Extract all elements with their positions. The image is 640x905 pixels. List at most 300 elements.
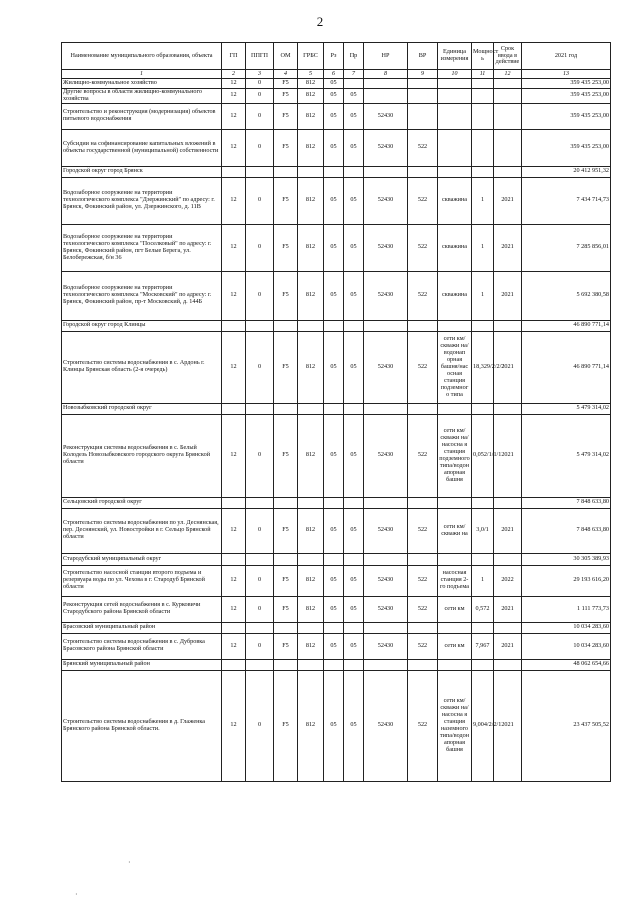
row-om: F5 (274, 331, 298, 403)
row-rz: 05 (324, 633, 344, 659)
row-grbs: 812 (298, 331, 324, 403)
row-gp: 12 (222, 271, 246, 320)
row-om (274, 553, 298, 565)
budget-table (61, 42, 611, 782)
row-amount: 359 435 253,00 (522, 103, 611, 129)
row-rz: 05 (324, 670, 344, 781)
row-grbs: 812 (298, 224, 324, 271)
row-ppgp: 0 (246, 224, 274, 271)
row-pr: 05 (344, 596, 364, 622)
row-rz (324, 622, 344, 633)
row-unit: сети км (438, 633, 472, 659)
row-pr: 05 (344, 89, 364, 104)
row-name: Строительство и реконструкция (модернизация) объектов питьевого водоснабжения (62, 103, 222, 129)
row-name: Новозыбковский городской округ (62, 403, 222, 414)
table-row (62, 320, 611, 331)
table-row (62, 622, 611, 633)
row-pr: 05 (344, 129, 364, 166)
row-gp: 12 (222, 129, 246, 166)
row-rz (324, 553, 344, 565)
row-unit (438, 320, 472, 331)
row-rz (324, 403, 344, 414)
table-row (62, 271, 611, 320)
row-nr (364, 403, 408, 414)
col-number: 5 (298, 70, 324, 79)
row-power (472, 129, 494, 166)
row-vr: 522 (408, 414, 438, 497)
row-name: Брасовский муниципальный район (62, 622, 222, 633)
row-nr: 52430 (364, 414, 408, 497)
row-rz (324, 659, 344, 670)
table-row (62, 414, 611, 497)
row-unit (438, 659, 472, 670)
header-ppgp: ППГП (246, 43, 274, 70)
table-row (62, 659, 611, 670)
row-name: Строительство системы водоснабжения в с. Дубровка Брасовского района Брянской области (62, 633, 222, 659)
row-unit: сети км/скважи на/водонап орная башня/нас осная станция подземног о типа (438, 331, 472, 403)
row-rz (324, 497, 344, 508)
row-year: 2021 (494, 414, 522, 497)
row-pr (344, 166, 364, 177)
col-number: 7 (344, 70, 364, 79)
row-ppgp: 0 (246, 271, 274, 320)
row-rz (324, 166, 344, 177)
row-pr: 05 (344, 177, 364, 224)
row-amount: 10 034 283,60 (522, 622, 611, 633)
row-vr (408, 89, 438, 104)
row-gp: 12 (222, 670, 246, 781)
row-om: F5 (274, 596, 298, 622)
row-name: Реконструкция сетей водоснабжения в с. Курковичи Стародубского района Брянской области (62, 596, 222, 622)
row-vr: 522 (408, 224, 438, 271)
row-om: F5 (274, 670, 298, 781)
row-power (472, 622, 494, 633)
header-grbs: ГРБС (298, 43, 324, 70)
row-unit (438, 553, 472, 565)
row-gp (222, 622, 246, 633)
row-pr: 05 (344, 670, 364, 781)
row-unit (438, 497, 472, 508)
row-om (274, 166, 298, 177)
row-vr (408, 403, 438, 414)
row-pr (344, 622, 364, 633)
row-power (472, 659, 494, 670)
row-grbs (298, 497, 324, 508)
row-om (274, 659, 298, 670)
row-grbs (298, 166, 324, 177)
row-year (494, 129, 522, 166)
row-gp: 12 (222, 508, 246, 553)
table-body (62, 79, 611, 782)
row-om: F5 (274, 79, 298, 89)
row-rz: 05 (324, 129, 344, 166)
table-row (62, 331, 611, 403)
row-om: F5 (274, 103, 298, 129)
row-unit (438, 103, 472, 129)
row-year: 2021 (494, 508, 522, 553)
row-power: 0,572 (472, 596, 494, 622)
row-amount: 30 305 389,93 (522, 553, 611, 565)
row-nr (364, 497, 408, 508)
row-gp: 12 (222, 177, 246, 224)
col-number: 1 (62, 70, 222, 79)
row-name: Строительство системы водоснабжения по ул. Деснянская, пер. Деснянский, ул. Новостройки в г. Сельцо Брянской области (62, 508, 222, 553)
row-power (472, 553, 494, 565)
row-unit (438, 79, 472, 89)
row-vr: 522 (408, 177, 438, 224)
row-unit: сети км (438, 596, 472, 622)
row-grbs: 812 (298, 565, 324, 596)
row-year (494, 553, 522, 565)
col-number: 3 (246, 70, 274, 79)
row-pr: 05 (344, 103, 364, 129)
row-name: Водозаборное сооружение на территории технологического комплекса "Поселковый" по адресу: г. Брянск, Фокинский район, пгт Белые Берега, ул. Белобережская, б/н 36 (62, 224, 222, 271)
row-gp (222, 659, 246, 670)
row-unit: насосная станция 2-го подъема (438, 565, 472, 596)
row-gp (222, 320, 246, 331)
row-gp (222, 403, 246, 414)
row-name: Городской округ город Клинцы (62, 320, 222, 331)
row-gp: 12 (222, 596, 246, 622)
row-pr (344, 320, 364, 331)
row-ppgp: 0 (246, 79, 274, 89)
row-amount: 29 193 616,20 (522, 565, 611, 596)
header-pr: Пр (344, 43, 364, 70)
row-nr: 52430 (364, 670, 408, 781)
row-year: 2021 (494, 271, 522, 320)
row-power: 1 (472, 565, 494, 596)
row-nr: 52430 (364, 331, 408, 403)
row-year (494, 403, 522, 414)
row-amount: 20 412 951,32 (522, 166, 611, 177)
row-unit: сети км/скважи на (438, 508, 472, 553)
row-om (274, 320, 298, 331)
col-number: 13 (522, 70, 611, 79)
table-row (62, 565, 611, 596)
row-grbs: 812 (298, 670, 324, 781)
row-power (472, 89, 494, 104)
table-row (62, 508, 611, 553)
row-amount: 7 434 714,73 (522, 177, 611, 224)
row-vr (408, 553, 438, 565)
row-ppgp: 0 (246, 670, 274, 781)
table-row (62, 633, 611, 659)
col-number: 10 (438, 70, 472, 79)
row-ppgp (246, 553, 274, 565)
row-grbs: 812 (298, 177, 324, 224)
row-year (494, 622, 522, 633)
row-power: 1 (472, 224, 494, 271)
row-name: Стародубский муниципальный округ (62, 553, 222, 565)
row-ppgp: 0 (246, 508, 274, 553)
col-number: 11 (472, 70, 494, 79)
row-vr: 522 (408, 596, 438, 622)
row-vr (408, 320, 438, 331)
row-gp (222, 166, 246, 177)
row-rz: 05 (324, 596, 344, 622)
row-grbs (298, 622, 324, 633)
row-gp: 12 (222, 331, 246, 403)
row-ppgp (246, 659, 274, 670)
table-row (62, 129, 611, 166)
row-pr (344, 79, 364, 89)
col-number: 4 (274, 70, 298, 79)
row-power: 3,0/1 (472, 508, 494, 553)
row-om: F5 (274, 129, 298, 166)
row-name: Брянский муниципальный район (62, 659, 222, 670)
header-unit: Единица измерения (438, 43, 472, 70)
row-om: F5 (274, 224, 298, 271)
row-pr: 05 (344, 508, 364, 553)
row-pr: 05 (344, 331, 364, 403)
row-amount: 5 692 380,58 (522, 271, 611, 320)
row-nr (364, 622, 408, 633)
row-grbs: 812 (298, 508, 324, 553)
row-om: F5 (274, 177, 298, 224)
row-power: 9,004/2/2/1 (472, 670, 494, 781)
row-nr: 52430 (364, 224, 408, 271)
row-year: 2021 (494, 224, 522, 271)
row-name: Водозаборное сооружение на территории технологического комплекса "Московский" по адресу: г. Брянск, Фокинский район, пр-т Московский, д. 144Б (62, 271, 222, 320)
row-pr: 05 (344, 565, 364, 596)
row-power: 1 (472, 271, 494, 320)
row-nr (364, 320, 408, 331)
row-vr: 522 (408, 670, 438, 781)
row-power: 7,967 (472, 633, 494, 659)
row-nr: 52430 (364, 129, 408, 166)
row-om: F5 (274, 89, 298, 104)
row-power (472, 166, 494, 177)
row-amount: 7 848 633,80 (522, 508, 611, 553)
table-row (62, 177, 611, 224)
row-grbs (298, 553, 324, 565)
row-unit (438, 403, 472, 414)
table-row (62, 403, 611, 414)
row-rz (324, 320, 344, 331)
row-unit (438, 622, 472, 633)
row-grbs: 812 (298, 129, 324, 166)
row-ppgp: 0 (246, 89, 274, 104)
row-nr: 52430 (364, 565, 408, 596)
row-year (494, 79, 522, 89)
row-om: F5 (274, 508, 298, 553)
row-nr: 52430 (364, 596, 408, 622)
row-om (274, 622, 298, 633)
row-pr (344, 497, 364, 508)
row-nr (364, 553, 408, 565)
table-row (62, 497, 611, 508)
row-gp: 12 (222, 565, 246, 596)
row-amount: 5 479 314,02 (522, 403, 611, 414)
table-row (62, 670, 611, 781)
row-rz: 05 (324, 508, 344, 553)
row-gp: 12 (222, 224, 246, 271)
row-name: Строительство системы водоснабжения в д. Глаженка Брянского района Брянской области. (62, 670, 222, 781)
row-rz: 05 (324, 177, 344, 224)
row-unit: скважина (438, 224, 472, 271)
row-year (494, 497, 522, 508)
row-amount: 46 890 771,14 (522, 331, 611, 403)
row-grbs (298, 659, 324, 670)
row-nr: 52430 (364, 633, 408, 659)
row-gp (222, 497, 246, 508)
row-name: Реконструкция системы водоснабжения в с. Белый Колодезь Новозыбковского городского округа Брянской области (62, 414, 222, 497)
row-grbs: 812 (298, 414, 324, 497)
row-vr: 522 (408, 331, 438, 403)
row-amount: 1 111 773,73 (522, 596, 611, 622)
row-nr (364, 89, 408, 104)
header-amount: 2021 год (522, 43, 611, 70)
row-rz: 05 (324, 224, 344, 271)
row-grbs: 812 (298, 89, 324, 104)
col-number: 9 (408, 70, 438, 79)
header-rz: Рз (324, 43, 344, 70)
row-ppgp: 0 (246, 414, 274, 497)
row-ppgp (246, 403, 274, 414)
col-number: 2 (222, 70, 246, 79)
row-year: 2021 (494, 633, 522, 659)
row-vr: 522 (408, 271, 438, 320)
row-power (472, 103, 494, 129)
row-year: 2021 (494, 596, 522, 622)
row-gp: 12 (222, 79, 246, 89)
col-number: 6 (324, 70, 344, 79)
row-year (494, 320, 522, 331)
row-year (494, 166, 522, 177)
header-vr: ВР (408, 43, 438, 70)
row-vr: 522 (408, 508, 438, 553)
row-amount: 7 848 633,80 (522, 497, 611, 508)
header-year: Срок ввода в действие (494, 43, 522, 70)
row-grbs: 812 (298, 271, 324, 320)
table-row (62, 103, 611, 129)
row-ppgp: 0 (246, 177, 274, 224)
row-om (274, 497, 298, 508)
row-amount: 7 285 856,01 (522, 224, 611, 271)
row-power (472, 497, 494, 508)
row-unit: скважина (438, 271, 472, 320)
row-power: 0,052/1/1/1 (472, 414, 494, 497)
row-grbs: 812 (298, 596, 324, 622)
row-ppgp: 0 (246, 565, 274, 596)
row-ppgp (246, 497, 274, 508)
row-unit (438, 166, 472, 177)
row-year: 2021 (494, 331, 522, 403)
row-year (494, 103, 522, 129)
row-power (472, 320, 494, 331)
row-year (494, 659, 522, 670)
header-nr: НР (364, 43, 408, 70)
row-grbs: 812 (298, 103, 324, 129)
row-pr: 05 (344, 224, 364, 271)
row-year: 2021 (494, 177, 522, 224)
row-vr (408, 659, 438, 670)
row-om: F5 (274, 565, 298, 596)
row-unit: сети км/скважи на/насосна я станция подземного типа/водон апорная башня (438, 414, 472, 497)
row-power (472, 403, 494, 414)
row-nr (364, 659, 408, 670)
table-row (62, 596, 611, 622)
row-rz: 05 (324, 414, 344, 497)
row-ppgp: 0 (246, 331, 274, 403)
row-pr: 05 (344, 633, 364, 659)
row-ppgp: 0 (246, 633, 274, 659)
row-amount: 5 479 314,02 (522, 414, 611, 497)
row-pr (344, 659, 364, 670)
row-amount: 359 435 253,00 (522, 89, 611, 104)
row-ppgp: 0 (246, 129, 274, 166)
row-unit: скважина (438, 177, 472, 224)
row-nr: 52430 (364, 271, 408, 320)
row-nr: 52430 (364, 103, 408, 129)
row-year (494, 89, 522, 104)
row-om: F5 (274, 271, 298, 320)
row-nr (364, 166, 408, 177)
row-gp: 12 (222, 103, 246, 129)
row-om (274, 403, 298, 414)
table-row (62, 224, 611, 271)
row-gp: 12 (222, 89, 246, 104)
col-number: 12 (494, 70, 522, 79)
col-number: 8 (364, 70, 408, 79)
table-row (62, 79, 611, 89)
row-vr (408, 497, 438, 508)
row-amount: 48 062 654,66 (522, 659, 611, 670)
row-gp: 12 (222, 633, 246, 659)
row-name: Строительство системы водоснабжения в с. Ардонь г. Клинцы Брянская область (2-я очередь) (62, 331, 222, 403)
row-rz: 05 (324, 79, 344, 89)
row-pr (344, 403, 364, 414)
row-ppgp: 0 (246, 596, 274, 622)
table-row (62, 89, 611, 104)
row-om: F5 (274, 633, 298, 659)
row-name: Другие вопросы в области жилищно-коммунального хозяйства (62, 89, 222, 104)
row-power: 18,329/2/2/2 (472, 331, 494, 403)
table-row (62, 553, 611, 565)
row-ppgp (246, 622, 274, 633)
header-power: Мощност ь (472, 43, 494, 70)
row-unit (438, 89, 472, 104)
row-name: Жилищно-коммунальное хозяйство (62, 79, 222, 89)
row-pr: 05 (344, 414, 364, 497)
row-name: Городской округ город Брянск (62, 166, 222, 177)
header-om: ОМ (274, 43, 298, 70)
row-rz: 05 (324, 271, 344, 320)
row-amount: 359 435 253,00 (522, 79, 611, 89)
row-grbs: 812 (298, 633, 324, 659)
row-ppgp: 0 (246, 103, 274, 129)
row-nr: 52430 (364, 508, 408, 553)
row-pr: 05 (344, 271, 364, 320)
page-number: 2 (316, 14, 324, 29)
row-vr (408, 79, 438, 89)
row-rz: 05 (324, 89, 344, 104)
row-name: Водозаборное сооружение на территории технологического комплекса "Дзержинский" по адресу: г. Брянск, Фокинский район, ул. Дзержинского, д. 11В (62, 177, 222, 224)
row-name: Субсидии на софинансирование капитальных вложений в объекты государственной (муниципальной) собственности (62, 129, 222, 166)
row-amount: 23 437 505,52 (522, 670, 611, 781)
row-vr (408, 103, 438, 129)
row-gp: 12 (222, 414, 246, 497)
table-row (62, 166, 611, 177)
row-vr (408, 166, 438, 177)
row-amount: 10 034 283,60 (522, 633, 611, 659)
row-pr (344, 553, 364, 565)
row-year: 2021 (494, 670, 522, 781)
row-year: 2022 (494, 565, 522, 596)
row-grbs (298, 320, 324, 331)
row-power (472, 79, 494, 89)
row-om: F5 (274, 414, 298, 497)
